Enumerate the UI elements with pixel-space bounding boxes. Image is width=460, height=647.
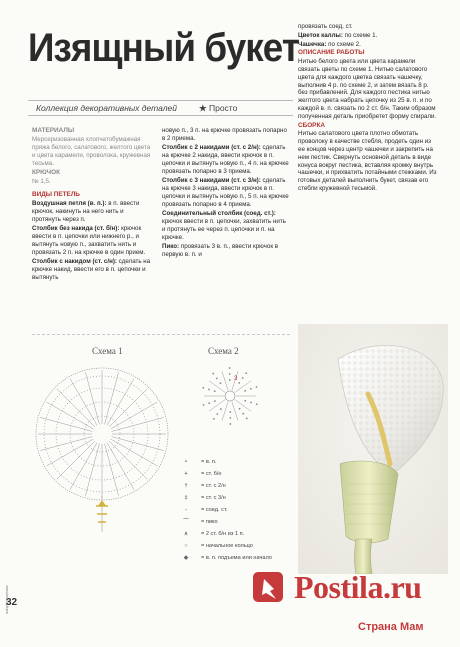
scheme2-dot [238, 382, 240, 384]
scheme2-dot [220, 382, 222, 384]
scheme2-dot [229, 367, 231, 369]
scheme2-dot [229, 379, 231, 381]
loops-heading: ВИДЫ ПЕТЕЛЬ [32, 191, 80, 198]
left-column [32, 127, 154, 283]
legend-symbol: • [185, 459, 187, 465]
scheme2-spoke [209, 400, 225, 412]
legend-symbol: ⌒ [183, 519, 189, 525]
legend-text: = ст. с 3/н [201, 495, 226, 501]
page-title: Изящный букет [28, 26, 299, 70]
scheme1-spoke [40, 417, 92, 431]
scheme1-spoke [109, 441, 147, 479]
legend-row [175, 516, 305, 528]
scheme2-spoke [222, 402, 228, 421]
scheme2-spokes [204, 371, 256, 420]
stitch-sc: Столбик без накида (ст. б/н): крючок ввести в п. цепочки или нижнего р., и вытянуть новую п., захватить нить и провязать 2 п. на крючке в один прием. [32, 225, 146, 256]
scheme1-spokes [38, 370, 166, 498]
stitch-dtr: Столбик с 3 накидами (ст. с 3/н): сделать на крючке 3 накида, ввести крючок в п. цепочки и вытянуть новую п., 5 п. на крючке провязать попарно в 4 приема. [162, 177, 289, 208]
legend-text: = ст. с 2/н [201, 483, 226, 489]
scheme1-spoke [57, 441, 95, 479]
scheme1-spoke [57, 389, 95, 427]
scheme2-dot [250, 388, 252, 390]
scheme1-spoke [85, 444, 99, 496]
watermark-text: Postila.ru [294, 568, 422, 605]
scheme1-spoke [47, 402, 94, 429]
legend-row [175, 528, 305, 540]
legend-text: = пико [201, 519, 218, 525]
scheme1-label: Схема 1 [92, 346, 123, 356]
scheme1-spoke [85, 372, 99, 424]
scheme2-dot [214, 400, 216, 402]
star-icon: ★ [198, 102, 207, 113]
scheme1-spoke [107, 379, 134, 426]
stitch-dc-cont: новую п., 3 п. на крючке провязать попарно в 2 приема. [162, 127, 287, 142]
divider [32, 334, 290, 335]
calla-flower-photo [298, 324, 448, 574]
scheme2-dot [229, 411, 231, 413]
legend-text: = 2 ст. б/н из 1 п. [201, 531, 245, 537]
hook-heading: КРЮЧОК [32, 169, 61, 176]
legend-symbol: ○ [184, 543, 188, 549]
scheme1-spoke [111, 402, 158, 429]
scheme2-dot [244, 400, 246, 402]
scheme2-dot [216, 413, 218, 415]
scheme2-dot [214, 390, 216, 392]
scheme1-spoke [40, 437, 92, 451]
scheme1-spoke [112, 437, 164, 451]
scheme2-dot [220, 408, 222, 410]
watermark [248, 556, 458, 618]
scheme2-dot [203, 404, 205, 406]
scheme2-dot [246, 418, 248, 420]
watermark-subtitle: Страна Мам [358, 621, 424, 633]
legend-symbol: + [184, 471, 188, 477]
scheme2-spoke [222, 371, 228, 390]
scheme2-spoke [209, 381, 225, 393]
scheme2-label: Схема 2 [208, 346, 239, 356]
right-column [298, 23, 438, 194]
scheme2-dot [229, 373, 231, 375]
legend-row [175, 480, 305, 492]
legend-symbol: † [184, 483, 188, 489]
assembly-text: Нитью салатового цвета плотно обмотать проволоку в качестве стебля, продеть один из ее концов через центр чашечки и закрепить на нем пестик. Свернуть основной деталь в виде конуса вокруг пестика, вставляя кромку внутрь чашечки, и прихватить потайными стежками. Из готовых деталей выполнить букет, связав его стебли кружевной тесьмой. [298, 130, 437, 192]
assembly-heading: СБОРКА [298, 121, 325, 129]
legend-text: = в. п. [201, 459, 217, 465]
collection-label: Коллекция декоративных деталей [36, 103, 177, 113]
scheme2-dot [250, 402, 252, 404]
scheme2-dot [256, 386, 258, 388]
scheme1-stem [96, 496, 108, 532]
scheme2-dot [229, 417, 231, 419]
hook-text: № 1,5. [32, 178, 51, 185]
scheme1-diagram [28, 356, 176, 534]
scheme2-dot [212, 373, 214, 375]
scheme2-dot [239, 408, 241, 410]
scheme1-spoke [105, 444, 119, 496]
level-label: Просто [208, 102, 238, 113]
scheme2-spoke [235, 381, 251, 393]
cup-shape [340, 461, 398, 542]
scheme1-spoke [109, 389, 147, 427]
legend-symbol: ∧ [183, 531, 189, 537]
scheme2-dot [256, 403, 258, 405]
scheme2-spoke [232, 402, 238, 421]
scheme1-spoke [105, 372, 119, 424]
scheme2-dot [242, 377, 244, 379]
difficulty-level [199, 103, 237, 114]
scheme2-diagram [196, 360, 266, 432]
page-number: 32 [6, 597, 18, 608]
scheme1-spoke [112, 417, 164, 431]
legend-text: = в. п. подъема или начало [201, 555, 272, 561]
legend-row [175, 468, 305, 480]
calla-flower: Цветок каллы: по схеме 1. [298, 31, 378, 39]
legend-text: = ст. б/н [201, 471, 222, 477]
materials-heading: МАТЕРИАЛЫ [32, 127, 75, 134]
legend-symbol: ‡ [184, 495, 188, 501]
scheme2-dot [208, 389, 210, 391]
stitch-chain: Воздушная петля (в. п.): в п. ввести крючок, накинуть на него нить и протянуть через п. [32, 200, 140, 223]
legend-text: = начальное кольцо [201, 543, 253, 549]
scheme2-dot [244, 390, 246, 392]
scheme2-spoke [235, 400, 251, 412]
stitch-dc: Столбик с накидом (ст. с/н): сделать на крючке накид, ввести его в п. цепочки и вытянуть [32, 258, 151, 281]
scheme2-dot [213, 418, 215, 420]
legend-symbol: - [185, 507, 187, 513]
legend-row [175, 456, 305, 468]
work-heading: ОПИСАНИЕ РАБОТЫ [298, 49, 365, 57]
stitch-picot: Пико: провязать 3 в. п., ввести крючок в первую в. п. и [162, 243, 279, 258]
scheme2-row-number: 3 [234, 376, 238, 382]
scheme1-spoke [107, 443, 134, 490]
legend [175, 456, 305, 564]
scheme2-dot [229, 423, 231, 425]
scheme2-dot [202, 387, 204, 389]
pin-logo-icon [248, 567, 288, 607]
scheme2-dot [216, 377, 218, 379]
legend-row [175, 492, 305, 504]
picot-cont: провязать соед. ст. [298, 23, 353, 30]
work-text: Нитью белого цвета или цвета карамели связать цветы по схеме 1. Нитью салатового цвета для каждого цветка связать чашечку, выполнив 4 р. по схеме 2, и затем вязать 8 р. без прибавлений. Для каждого пестика нитью желтого цвета набрать цепочку из 25 в. п. и по каждой в. п. связать по 2 ст. б/н. Таким образом полученная деталь приобретет форму спирали. [298, 58, 437, 120]
cup: Чашечка: по схеме 2. [298, 40, 361, 48]
legend-symbol: ◆ [183, 555, 189, 561]
middle-column [162, 127, 289, 260]
legend-row [175, 540, 305, 552]
scheme2-dot [208, 402, 210, 404]
legend-row [175, 504, 305, 516]
scheme2-dot [242, 413, 244, 415]
scheme2-dot [245, 372, 247, 374]
side-credit: odnyfoveseesac [4, 585, 9, 614]
materials-text: Мерсеризованная хлопчатобумажная пряжа белого, салатового, желтого цвета и цвета карамели, проволока, кружевная тесьма. [32, 136, 151, 167]
scheme1-spoke [70, 379, 97, 426]
legend-text: = соед. ст. [201, 507, 228, 513]
scheme2-start-ring [225, 391, 235, 401]
stitch-slip: Соединительный столбик (соед. ст.): крючок ввести в п. цепочки, захватить нить и протянуть ее через п. цепочки и п. на крючке. [162, 210, 286, 241]
stitch-tr: Столбик с 2 накидами (ст. с 2/н): сделать на крючке 2 накида, ввести крючок в п. цепочки и вытянуть новую п., 4 п. на крючке провязать попарно в 3 приема. [162, 144, 289, 175]
rubric-bar [28, 100, 293, 116]
